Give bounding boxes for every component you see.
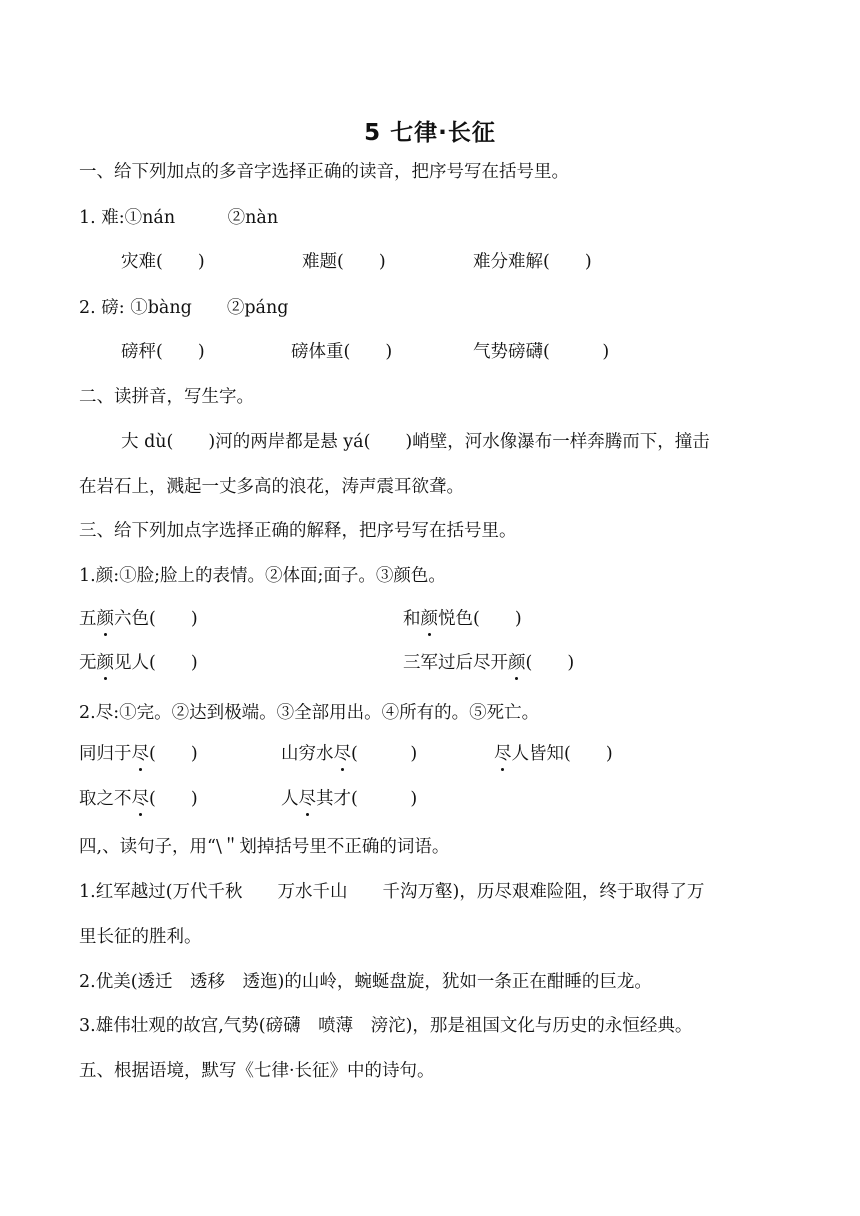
s2-paragraph-line-1: 大 dù( )河的两岸都是悬 yá( )峭壁，河水像瀑布一样奔腾而下，撞击 (121, 432, 710, 452)
emphasis-char: 颜 (421, 606, 439, 632)
s4-q2: 2.优美(透迁 透移 透迤)的山岭，蜿蜒盘旋，犹如一条正在酣睡的巨龙。 (79, 972, 652, 992)
emphasis-char: 颜 (97, 606, 115, 632)
s1-q1-item: 灾难( ) (121, 252, 205, 272)
s1-q1-label: 1. 难:①nán ②nàn (79, 208, 279, 228)
section-2-heading: 二、读拼音，写生字。 (79, 387, 254, 407)
s1-q1-item: 难分难解( ) (473, 252, 592, 272)
section-3-heading: 三、给下列加点字选择正确的解释，把序号写在括号里。 (79, 521, 517, 541)
s3-q1-item: 和颜悦色( ) (403, 606, 522, 632)
s4-q3: 3.雄伟壮观的故宫,气势(磅礴 喷薄 滂沱)，那是祖国文化与历史的永恒经典。 (79, 1016, 693, 1036)
s1-q1-item: 难题( ) (302, 252, 386, 272)
section-5-heading: 五、根据语境，默写《七律·长征》中的诗句。 (79, 1061, 435, 1081)
s3-q1-item: 无颜见人( ) (79, 650, 198, 676)
page-title: 5 七律·长征 (364, 120, 496, 146)
s1-q2-item: 磅体重( ) (291, 342, 393, 362)
s1-q2-item: 气势磅礴( ) (473, 342, 610, 362)
s3-q2-label: 2.尽:①完。②达到极端。③全部用出。④所有的。⑤死亡。 (79, 703, 540, 723)
s3-q2-item: 山穷水尽( ) (281, 741, 417, 767)
emphasis-char: 尽 (132, 786, 150, 812)
emphasis-char: 尽 (132, 741, 150, 767)
emphasis-char: 颜 (508, 650, 526, 676)
s4-q1-line-2: 里长征的胜利。 (79, 927, 202, 947)
section-4-heading: 四,、读句子，用“\＂划掉括号里不正确的词语。 (79, 837, 450, 857)
s3-q1-item: 三军过后尽开颜( ) (403, 650, 574, 676)
s3-q1-label: 1.颜:①脸;脸上的表情。②体面;面子。③颜色。 (79, 566, 446, 586)
emphasis-char: 尽 (334, 741, 352, 767)
s3-q1-item: 五颜六色( ) (79, 606, 198, 632)
s3-q2-item: 人尽其才( ) (281, 786, 417, 812)
emphasis-char: 颜 (97, 650, 115, 676)
s3-q2-item: 尽人皆知( ) (494, 741, 613, 767)
s2-paragraph-line-2: 在岩石上，溅起一丈多高的浪花，涛声震耳欲聋。 (79, 477, 464, 497)
emphasis-char: 尽 (299, 786, 317, 812)
s4-q1-line-1: 1.红军越过(万代千秋 万水千山 千沟万壑)，历尽艰难险阻，终于取得了万 (79, 882, 705, 902)
s1-q2-item: 磅秤( ) (121, 342, 205, 362)
s3-q2-item: 取之不尽( ) (79, 786, 198, 812)
s3-q2-item: 同归于尽( ) (79, 741, 198, 767)
emphasis-char: 尽 (494, 741, 512, 767)
section-1-heading: 一、给下列加点的多音字选择正确的读音，把序号写在括号里。 (79, 162, 569, 182)
s1-q2-label: 2. 磅: ①bàng ②páng (79, 298, 289, 318)
